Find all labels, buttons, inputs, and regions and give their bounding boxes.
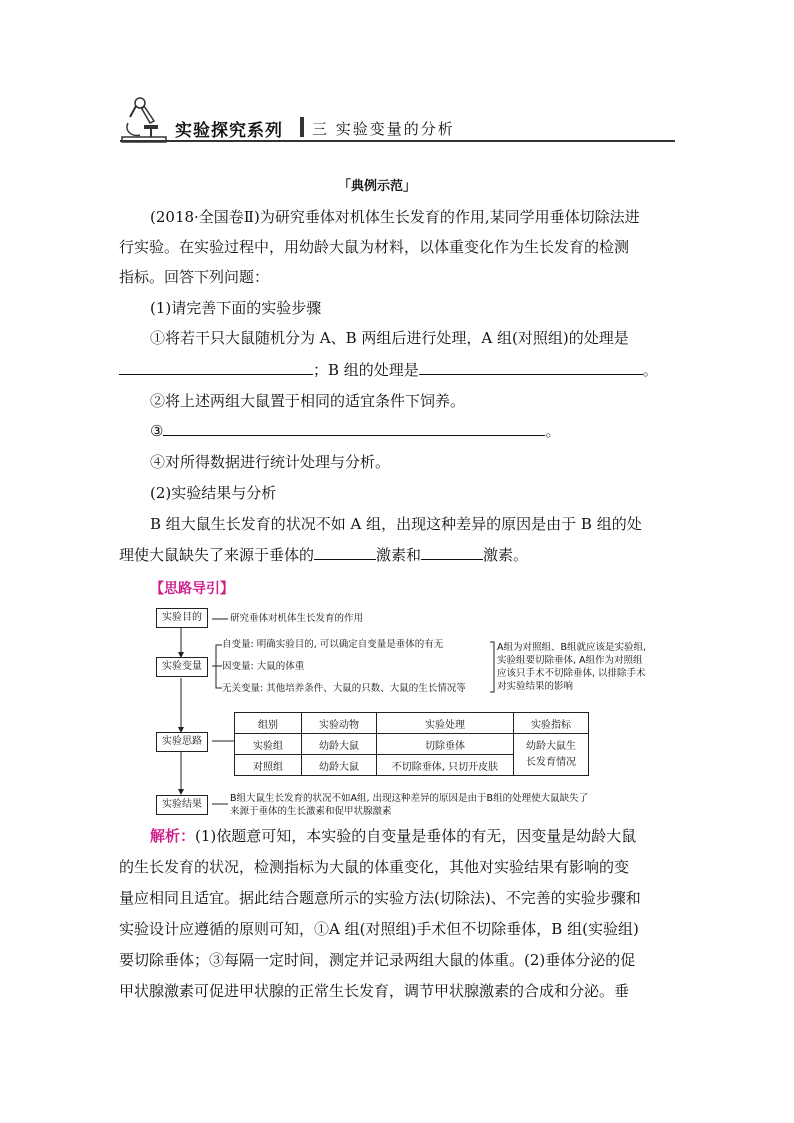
part1-title: (1)请完善下面的实验步骤 [150,299,322,317]
blank-a-treatment [119,360,313,375]
header-separator [300,117,304,137]
step3 [150,421,560,441]
example-label: 「典例示范」 [338,179,417,194]
irrelevant-variable: 无关变量: 其他培养条件、大鼠的只数、大鼠的生长情况等 [222,683,466,694]
part2-line: B 组大鼠生长发育的状况不如 A 组，出现这种差异的原因是由于 B 组的处 [150,515,642,533]
step3-end: 。 [545,422,561,440]
box-variables: 实验变量 [156,657,208,677]
step1-end: 。 [642,361,658,379]
analysis-line: 甲状腺激素可促进甲状腺的正常生长发育，调节甲状腺激素的合成和分泌。垂 [119,982,630,1000]
guide-label: 【思路导引】 [150,581,234,597]
table-header-row [235,713,589,734]
part2-text-c: 激素。 [483,546,529,564]
part2-text-b: 激素和 [376,546,422,564]
table-header: 组别 [235,713,302,734]
indicator-line: 长发育情况 [526,756,576,768]
table-header: 实验处理 [377,713,514,734]
step1-mid: ；B 组的处理是 [313,361,419,379]
box-purpose: 实验目的 [156,608,208,628]
note-line: A组为对照组、B组就应该是实验组, [497,642,647,653]
analysis-line: 的生长发育的状况，检测指标为大鼠的体重变化，其他对实验结果有影响的变 [119,858,630,876]
box-approach: 实验思路 [156,732,208,752]
diagram-connectors [150,600,650,820]
indicator-line: 幼龄大鼠生 [526,740,576,752]
blank-hormone-1 [314,545,376,560]
box-result: 实验结果 [156,795,208,815]
table-cell: 实验组 [235,734,302,755]
part2-line2 [119,545,528,565]
analysis-line: 要切除垂体；③每隔一定时间，测定并记录两组大鼠的体重。(2)垂体分泌的促 [119,951,636,969]
intro-line: 指标。回答下列问题： [119,268,270,286]
step1-blanks [119,360,658,380]
dependent-variable: 因变量: 大鼠的体重 [222,661,305,672]
note-line: 实验组要切除垂体, A组作为对照组 [497,655,643,666]
blank-hormone-2 [421,545,483,560]
purpose-text: 研究垂体对机体生长发育的作用 [230,613,364,624]
blank-b-treatment [419,360,643,375]
table-header: 实验指标 [514,713,589,734]
independent-variable: 自变量: 明确实验目的, 可以确定自变量是垂体的有无 [222,639,444,650]
blank-step3 [163,421,545,436]
result-line: 来源于垂体的生长激素和促甲状腺激素 [230,806,392,817]
series-title: 实验探究系列 [175,121,283,141]
section-title: 三 实验变量的分析 [312,120,455,138]
table-cell: 切除垂体 [377,734,514,755]
part2-text-a: 理使大鼠缺失了来源于垂体的 [119,546,315,564]
table-cell: 对照组 [235,755,302,776]
step3-prefix: ③ [150,422,164,440]
result-line: B组大鼠生长发育的状况不如A组, 出现这种差异的原因是由于B组的处理使大鼠缺失了 [230,793,589,804]
intro-line: (2018·全国卷Ⅱ)为研究垂体对机体生长发育的作用,某同学用垂体切除法进 [150,208,640,226]
part2-title: (2)实验结果与分析 [150,484,277,502]
analysis-line: 量应相同且适宜。据此结合题意所示的实验方法(切除法)、不完善的实验步骤和 [119,889,641,907]
table-indicator-cell [514,734,589,776]
table-cell: 不切除垂体, 只切开皮肤 [377,755,514,776]
step1-line: ①将若干只大鼠随机分为 A、B 两组后进行处理，A 组(对照组)的处理是 [150,329,629,347]
table-cell: 幼龄大鼠 [302,734,377,755]
step2: ②将上述两组大鼠置于相同的适宜条件下饲养。 [150,392,466,410]
analysis-label: 解析： [150,827,196,845]
note-line: 对实验结果的影响 [497,681,574,692]
microscope-logo-icon [118,93,170,145]
table-row [235,734,589,755]
table-header: 实验动物 [302,713,377,734]
analysis-first-line [150,826,636,846]
table-cell: 幼龄大鼠 [302,755,377,776]
intro-line: 行实验。在实验过程中，用幼龄大鼠为材料，以体重变化作为生长发育的检测 [119,238,630,256]
design-table [234,712,589,776]
analysis-line: 实验设计应遵循的原则可知，①A 组(对照组)手术但不切除垂体，B 组(实验组) [119,920,639,938]
step4: ④对所得数据进行统计处理与分析。 [150,453,391,471]
note-line: 应该只手术不切除垂体, 以排除手术 [497,668,646,679]
analysis-text: (1)依题意可知，本实验的自变量是垂体的有无，因变量是幼龄大鼠 [195,827,637,845]
